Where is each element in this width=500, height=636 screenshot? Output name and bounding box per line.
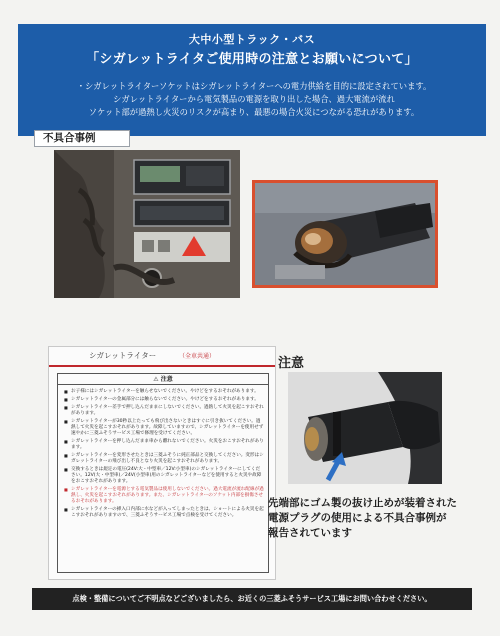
header-title-line1: 大中小型トラック・バス	[188, 33, 316, 46]
notice-item: ■ シガレットライターの金属部分には触らないでください。やけどをするおそれがあります。	[64, 397, 264, 403]
section-label-defect-cases: 不具合事例	[34, 130, 130, 147]
header-body-line: ・シガレットライターソケットはシガレットライターへの電力供給を目的に設定されています。	[76, 81, 432, 91]
header-body-line: シガレットライターから電気製品の電源を取り出した場合、過大電流が流れ	[113, 94, 395, 104]
warning-sheet	[48, 346, 276, 580]
caution-line: 電源プラグの使用による不具合事例が	[268, 512, 447, 524]
caution-title: 注意	[278, 356, 305, 371]
sheet-divider	[49, 365, 275, 367]
header-title-line2: 「シガレットライタご使用時の注意とお願いについて」	[86, 52, 418, 67]
caution-text	[268, 496, 478, 541]
caution-line: 報告されています	[268, 527, 352, 539]
notice-item: ■ シガレットライターを押し込んだまま車から離れないでください。火災をおこすおそれがあります。	[64, 439, 264, 451]
notice-list	[64, 389, 264, 521]
notice-heading: ⚠ 注意	[58, 374, 268, 385]
notice-item: ■ シガレットライター差手で押し込んだままにしないでください。過熱して火災を起こすおそれがあります。	[64, 405, 264, 417]
caution-line: 先端部にゴム製の抜け止めが装着された	[268, 497, 457, 509]
header-banner	[18, 24, 486, 136]
header-body-line: ソケット部が過熱し火災のリスクが高まり、最悪の場合火災につながる恐れがあります。	[88, 107, 420, 117]
sheet-title-note: （全車共通）	[179, 353, 216, 360]
notice-item: ■ シガレットライターを電源とする電気製品は使用しないでください。過大電流が流れ配線が過熱し、火災を起こすおそれがあります。また、シガレットライターのソケット内部を損傷させるおそれがあります。	[64, 487, 264, 506]
melted-socket-photo	[252, 180, 438, 288]
notice-item: ■ 交換するときは規定の電圧(24V:大・中型車／12V:小型車)のシガレットライターにしてください。12V(大・中型車)／24V(小型車)用のシガレットライターなどを使用すると火災や故障をおこすおそれがあります。	[64, 467, 264, 486]
notice-item: ■ お子様にはシガレットライターを触らせないでください。やけどをするおそれがあります。	[64, 389, 264, 395]
notice-box	[57, 373, 269, 573]
dashboard-photo	[54, 150, 240, 298]
plug-photo	[288, 372, 442, 484]
header-body	[32, 80, 476, 119]
sheet-title: シガレットライター	[89, 351, 157, 360]
notice-item: ■ シガレットライターの挿入口内部に水などが入ってしまったときは、ショートによる火災を起こすおそれがありますので、三菱ふそうサービス工場で点検を受けてください。	[64, 507, 264, 519]
footer-contact-banner: 点検・整備についてご不明点などございましたら、お近くの三菱ふそうサービス工場にお問い合わせください。	[32, 588, 472, 610]
notice-item: ■ シガレットライターを変形させたときは三菱ふそうに純正部品と交換してください。変形はシガレットライターの飛び出し不良となり火災を起こすおそれがあります。	[64, 453, 264, 465]
notice-item: ■ シガレットライターが30秒以上たっても飛び出さないときはすぐに引き抜いてください。過熱して火災を起こすおそれがあります。故障していますので、シガレットライターを使用せず速やかに三菱ふそうサービス工場で修理を受けてください。	[64, 419, 264, 438]
